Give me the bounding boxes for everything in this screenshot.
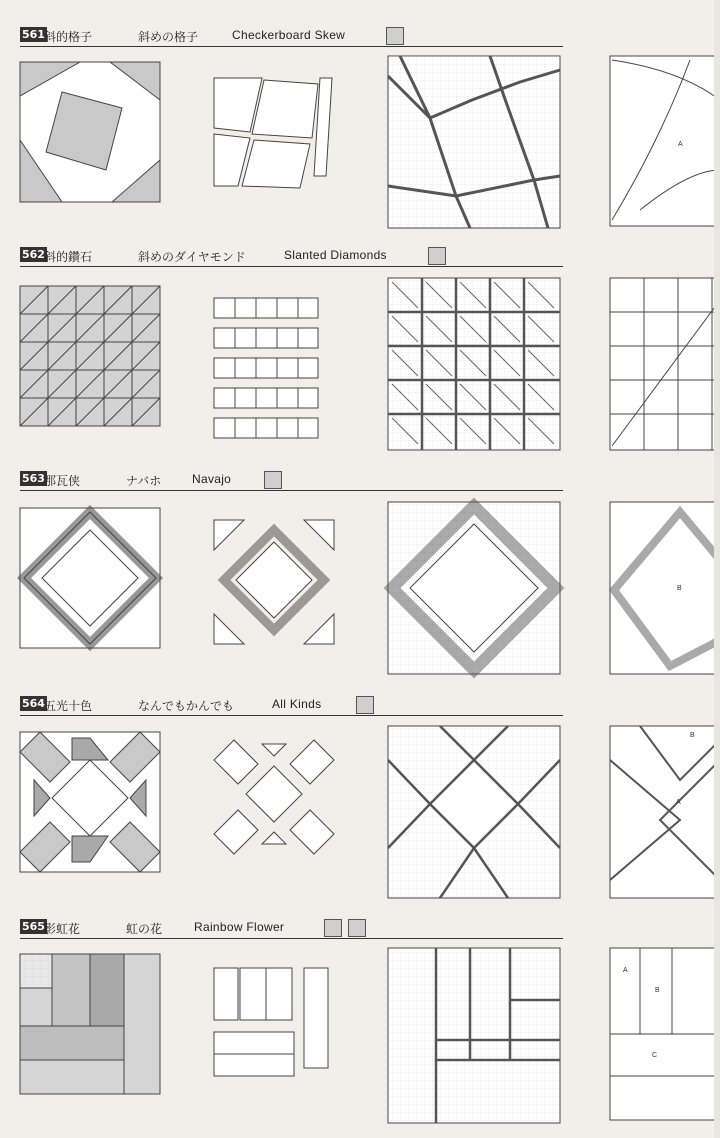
block-565-pattern bbox=[388, 948, 560, 1123]
block-number: 565 bbox=[22, 920, 45, 933]
block-number: 563 bbox=[22, 472, 45, 485]
block-563-pattern bbox=[388, 502, 560, 674]
block-name-english: All Kinds bbox=[272, 697, 322, 711]
block-name-english: Slanted Diamonds bbox=[284, 248, 387, 262]
block-name-japanese: 虹の花 bbox=[126, 922, 163, 936]
block-name-chinese: 斜的格子 bbox=[44, 30, 93, 44]
block-number: 562 bbox=[22, 248, 45, 261]
block-name-english: Rainbow Flower bbox=[194, 920, 285, 934]
block-name-japanese: 斜めの格子 bbox=[138, 30, 199, 44]
block-561-exploded bbox=[214, 78, 332, 188]
block-562-finished bbox=[20, 286, 160, 426]
block-name-japanese: 斜めのダイヤモンド bbox=[138, 250, 246, 264]
block-name-chinese: 那瓦侠 bbox=[44, 474, 81, 488]
block-565-finished bbox=[20, 954, 160, 1094]
template-label: A bbox=[678, 141, 683, 148]
block-564-pattern bbox=[388, 726, 560, 898]
block-number: 564 bbox=[22, 697, 45, 710]
block-name-japanese: なんでもかんでも bbox=[138, 699, 235, 713]
block-name-english: Navajo bbox=[192, 472, 232, 486]
template-label: A bbox=[676, 799, 681, 806]
block-561-finished bbox=[20, 62, 160, 202]
block-name-japanese: ナバホ bbox=[126, 474, 162, 488]
template-label: C bbox=[652, 1052, 658, 1059]
template-label: B bbox=[690, 732, 695, 739]
block-name-english: Checkerboard Skew bbox=[232, 28, 346, 42]
block-name-chinese: 影虹花 bbox=[44, 922, 81, 936]
block-561-pattern bbox=[388, 56, 560, 228]
block-564-template bbox=[610, 726, 720, 898]
block-563-template bbox=[610, 502, 720, 674]
block-name-chinese: 斜的鑽石 bbox=[44, 250, 93, 264]
block-number: 561 bbox=[22, 28, 45, 41]
block-563-exploded bbox=[214, 520, 334, 644]
template-label: B bbox=[677, 585, 682, 592]
template-label: A bbox=[623, 967, 628, 974]
block-name-chinese: 五光十色 bbox=[44, 699, 93, 713]
block-565-template bbox=[610, 948, 720, 1120]
block-564-finished bbox=[20, 732, 160, 872]
block-561-template bbox=[610, 56, 720, 226]
block-562-pattern bbox=[388, 278, 560, 450]
block-563-finished bbox=[20, 508, 160, 648]
block-562-template bbox=[610, 278, 720, 450]
block-565-exploded bbox=[214, 968, 328, 1076]
block-562-exploded bbox=[214, 298, 318, 438]
page-edge-shadow bbox=[714, 0, 720, 1138]
template-label: B bbox=[655, 987, 660, 994]
block-564-exploded bbox=[214, 740, 334, 854]
